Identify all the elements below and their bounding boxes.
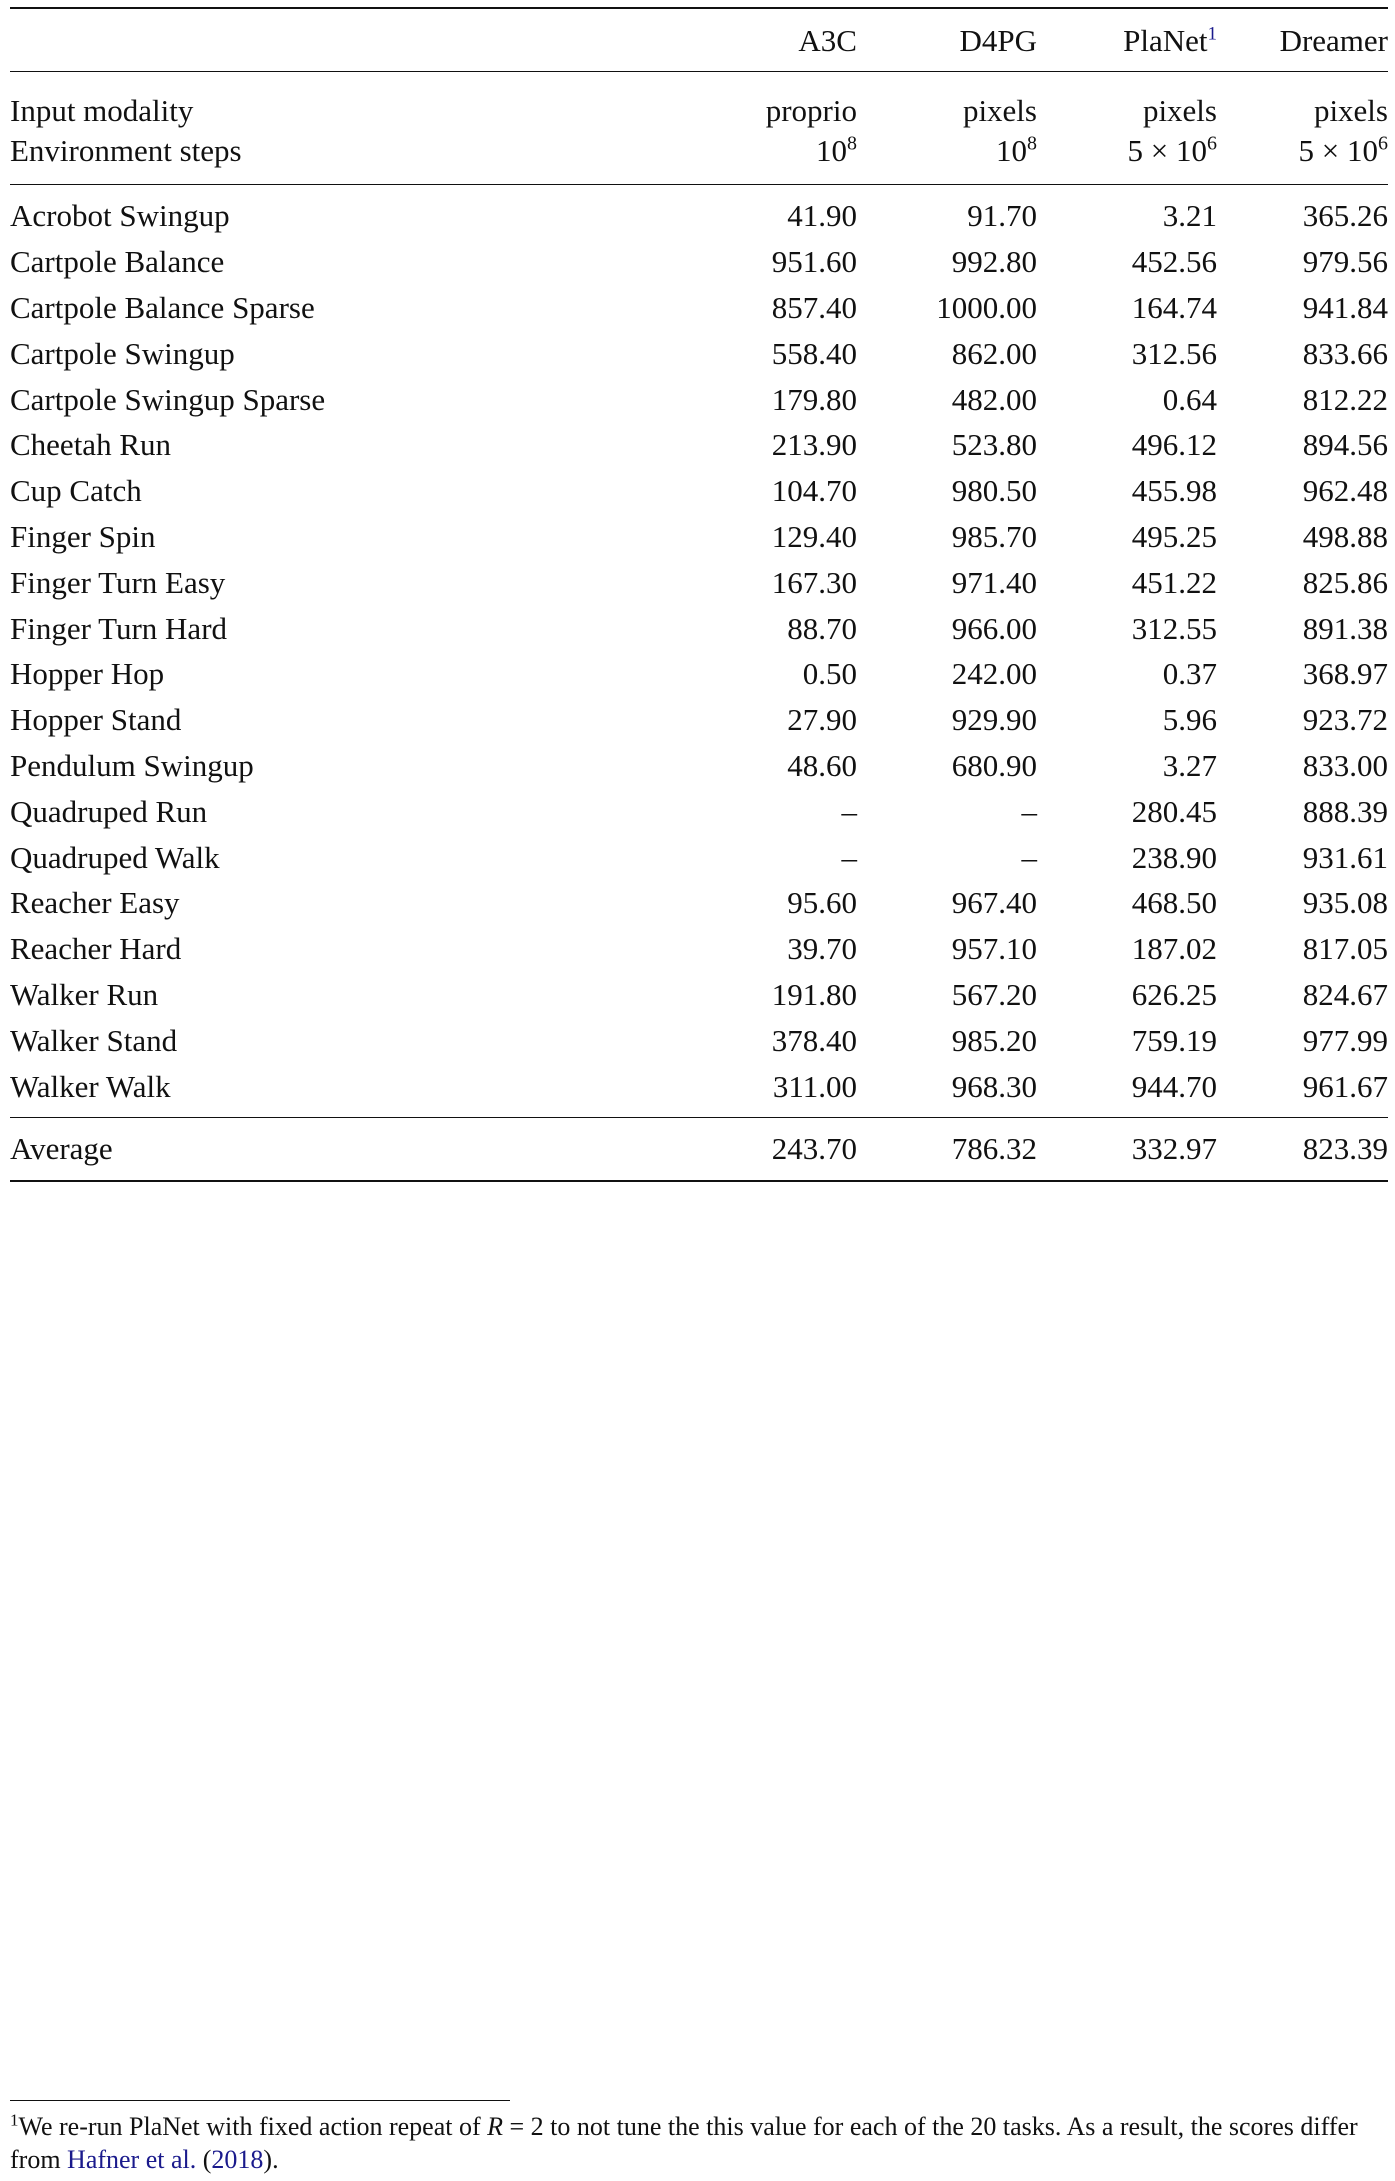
table-row bbox=[10, 1063, 1388, 1109]
header-empty-cell bbox=[10, 9, 510, 72]
table-row bbox=[10, 605, 1388, 651]
table-row bbox=[10, 422, 1388, 468]
meta-value bbox=[510, 126, 857, 174]
task-name: Quadruped Run bbox=[10, 793, 208, 829]
table-row bbox=[10, 788, 1388, 834]
average-label: Average bbox=[10, 1131, 113, 1167]
score-a3c: 213.90 bbox=[771, 427, 857, 463]
planet-footnote-mark[interactable]: 1 bbox=[1207, 23, 1217, 45]
score-dreamer: 941.84 bbox=[1302, 289, 1388, 325]
score-dreamer: 812.22 bbox=[1302, 381, 1388, 417]
meta-value: pixels bbox=[1313, 93, 1388, 128]
score-d4pg: 966.00 bbox=[951, 610, 1037, 646]
score-a3c: 41.90 bbox=[787, 198, 857, 234]
task-name: Cartpole Swingup bbox=[10, 335, 235, 371]
table-row bbox=[10, 193, 1388, 239]
table-row bbox=[10, 1017, 1388, 1063]
score-planet: 495.25 bbox=[1131, 518, 1217, 554]
score-d4pg: 985.70 bbox=[951, 518, 1037, 554]
table-row bbox=[10, 376, 1388, 422]
score-dreamer: 891.38 bbox=[1302, 610, 1388, 646]
score-planet: 3.27 bbox=[1162, 747, 1217, 783]
score-dreamer: 368.97 bbox=[1302, 656, 1388, 692]
score-d4pg: 929.90 bbox=[951, 702, 1037, 738]
score-dreamer: 833.66 bbox=[1302, 335, 1388, 371]
score-a3c: 558.40 bbox=[771, 335, 857, 371]
table-row bbox=[10, 239, 1388, 285]
footnote-math-rest: = 2 bbox=[503, 2112, 544, 2141]
steps-exponent: 6 bbox=[1378, 132, 1388, 155]
score-a3c: 27.90 bbox=[787, 702, 857, 738]
column-header-planet bbox=[1037, 9, 1217, 72]
score-a3c: 378.40 bbox=[771, 1022, 857, 1058]
score-d4pg: – bbox=[1021, 793, 1037, 829]
score-dreamer: 833.00 bbox=[1302, 747, 1388, 783]
score-d4pg: 482.00 bbox=[951, 381, 1037, 417]
task-name: Quadruped Walk bbox=[10, 839, 220, 875]
footnote-text-before: We re-run PlaNet with fixed action repeat of bbox=[18, 2112, 488, 2141]
table-row bbox=[10, 651, 1388, 697]
score-d4pg: 985.20 bbox=[951, 1022, 1037, 1058]
task-name: Walker Stand bbox=[10, 1022, 178, 1058]
steps-exponent: 8 bbox=[847, 132, 857, 155]
bottom-rule bbox=[10, 1181, 1388, 1182]
score-a3c: 129.40 bbox=[771, 518, 857, 554]
score-a3c: 0.50 bbox=[802, 656, 857, 692]
score-dreamer: 817.05 bbox=[1302, 931, 1388, 967]
score-planet: 626.25 bbox=[1131, 976, 1217, 1012]
average-row bbox=[10, 1118, 1388, 1181]
citation-year-link[interactable]: 2018 bbox=[211, 2145, 264, 2174]
score-a3c: 39.70 bbox=[787, 931, 857, 967]
column-header-d4pg: D4PG bbox=[959, 22, 1037, 58]
task-name: Reacher Hard bbox=[10, 931, 182, 967]
score-d4pg: – bbox=[1021, 839, 1037, 875]
score-planet: 280.45 bbox=[1131, 793, 1217, 829]
score-d4pg: 567.20 bbox=[951, 976, 1037, 1012]
table-row bbox=[10, 559, 1388, 605]
task-name: Walker Run bbox=[10, 976, 159, 1012]
score-planet: 468.50 bbox=[1131, 885, 1217, 921]
task-name: Walker Walk bbox=[10, 1068, 171, 1104]
task-name: Finger Turn Hard bbox=[10, 610, 228, 646]
score-d4pg: 1000.00 bbox=[936, 289, 1037, 325]
task-name: Cheetah Run bbox=[10, 427, 171, 463]
table-row bbox=[10, 743, 1388, 789]
task-name: Cup Catch bbox=[10, 473, 142, 509]
score-dreamer: 977.99 bbox=[1302, 1022, 1388, 1058]
results-table bbox=[10, 7, 1388, 1182]
meta-value bbox=[1037, 126, 1217, 174]
score-d4pg: 968.30 bbox=[951, 1068, 1037, 1104]
score-d4pg: 523.80 bbox=[951, 427, 1037, 463]
score-planet: 0.37 bbox=[1162, 656, 1217, 692]
task-name: Finger Spin bbox=[10, 518, 156, 554]
score-a3c: 857.40 bbox=[771, 289, 857, 325]
footnote-mark: 1 bbox=[10, 2110, 19, 2130]
score-d4pg: 971.40 bbox=[951, 564, 1037, 600]
input-modality-row bbox=[10, 72, 1388, 126]
score-planet: 0.64 bbox=[1162, 381, 1217, 417]
steps-exponent: 6 bbox=[1207, 132, 1217, 155]
score-dreamer: 894.56 bbox=[1302, 427, 1388, 463]
score-d4pg: 862.00 bbox=[951, 335, 1037, 371]
table-row bbox=[10, 330, 1388, 376]
score-planet: 452.56 bbox=[1131, 244, 1217, 280]
score-planet: 5.96 bbox=[1162, 702, 1217, 738]
score-planet: 164.74 bbox=[1131, 289, 1217, 325]
score-planet: 238.90 bbox=[1131, 839, 1217, 875]
score-dreamer: 888.39 bbox=[1302, 793, 1388, 829]
steps-base: 5 × 10 bbox=[1127, 132, 1207, 168]
citation-open: ( bbox=[196, 2145, 212, 2174]
score-dreamer: 931.61 bbox=[1302, 839, 1388, 875]
task-name: Reacher Easy bbox=[10, 885, 180, 921]
score-dreamer: 498.88 bbox=[1302, 518, 1388, 554]
score-planet: 496.12 bbox=[1131, 427, 1217, 463]
footnote-math-variable: R bbox=[487, 2112, 503, 2141]
score-a3c: 951.60 bbox=[771, 244, 857, 280]
score-planet: 451.22 bbox=[1131, 564, 1217, 600]
score-d4pg: 980.50 bbox=[951, 473, 1037, 509]
citation-author-link[interactable]: Hafner et al. bbox=[67, 2145, 197, 2174]
task-name: Hopper Hop bbox=[10, 656, 165, 692]
column-header-row bbox=[10, 9, 1388, 72]
score-a3c: – bbox=[841, 839, 857, 875]
meta-label: Environment steps bbox=[10, 132, 242, 168]
table-row bbox=[10, 514, 1388, 560]
environment-steps-row bbox=[10, 126, 1388, 174]
column-header-dreamer: Dreamer bbox=[1279, 22, 1388, 58]
score-dreamer: 923.72 bbox=[1302, 702, 1388, 738]
table-row bbox=[10, 926, 1388, 972]
score-planet: 3.21 bbox=[1162, 198, 1217, 234]
task-name: Finger Turn Easy bbox=[10, 564, 226, 600]
average-value-dreamer: 823.39 bbox=[1302, 1131, 1388, 1167]
score-planet: 312.56 bbox=[1131, 335, 1217, 371]
meta-value: pixels bbox=[962, 93, 1037, 128]
table-row bbox=[10, 880, 1388, 926]
score-planet: 312.55 bbox=[1131, 610, 1217, 646]
average-value-d4pg: 786.32 bbox=[951, 1131, 1037, 1167]
footnote bbox=[10, 2110, 1388, 2176]
score-d4pg: 680.90 bbox=[951, 747, 1037, 783]
meta-value: proprio bbox=[765, 93, 857, 128]
score-a3c: 191.80 bbox=[771, 976, 857, 1012]
table-row bbox=[10, 468, 1388, 514]
score-dreamer: 935.08 bbox=[1302, 885, 1388, 921]
score-dreamer: 825.86 bbox=[1302, 564, 1388, 600]
footnote-rule bbox=[10, 2100, 510, 2101]
steps-exponent: 8 bbox=[1027, 132, 1037, 155]
column-header-planet-label: PlaNet bbox=[1123, 22, 1208, 58]
score-dreamer: 979.56 bbox=[1302, 244, 1388, 280]
score-a3c: 88.70 bbox=[787, 610, 857, 646]
score-dreamer: 961.67 bbox=[1302, 1068, 1388, 1104]
task-name: Cartpole Balance Sparse bbox=[10, 289, 315, 325]
table-row bbox=[10, 834, 1388, 880]
steps-base: 5 × 10 bbox=[1298, 132, 1378, 168]
score-a3c: 179.80 bbox=[771, 381, 857, 417]
column-header-a3c: A3C bbox=[798, 22, 857, 58]
meta-value bbox=[857, 126, 1037, 174]
task-name: Cartpole Swingup Sparse bbox=[10, 381, 326, 417]
task-name: Pendulum Swingup bbox=[10, 747, 254, 783]
steps-base: 10 bbox=[996, 132, 1027, 168]
score-a3c: 48.60 bbox=[787, 747, 857, 783]
meta-value bbox=[1217, 126, 1388, 174]
score-a3c: 311.00 bbox=[772, 1068, 857, 1104]
score-d4pg: 91.70 bbox=[967, 198, 1037, 234]
score-a3c: – bbox=[841, 793, 857, 829]
score-planet: 455.98 bbox=[1131, 473, 1217, 509]
score-planet: 759.19 bbox=[1131, 1022, 1217, 1058]
score-dreamer: 824.67 bbox=[1302, 976, 1388, 1012]
average-value-a3c: 243.70 bbox=[771, 1131, 857, 1167]
table-row bbox=[10, 697, 1388, 743]
score-dreamer: 962.48 bbox=[1302, 473, 1388, 509]
task-name: Acrobot Swingup bbox=[10, 198, 230, 234]
score-d4pg: 967.40 bbox=[951, 885, 1037, 921]
meta-value: pixels bbox=[1142, 93, 1217, 128]
table-row bbox=[10, 972, 1388, 1018]
citation-close: ). bbox=[263, 2145, 279, 2174]
average-value-planet: 332.97 bbox=[1131, 1131, 1217, 1167]
table-row bbox=[10, 285, 1388, 331]
score-a3c: 167.30 bbox=[771, 564, 857, 600]
score-planet: 187.02 bbox=[1131, 931, 1217, 967]
task-name: Cartpole Balance bbox=[10, 244, 225, 280]
meta-label: Input modality bbox=[10, 93, 194, 128]
footnote-text-after: to not tune the this value for each of the 20 tasks. As a result, the scores differ from bbox=[10, 2112, 1358, 2174]
score-d4pg: 957.10 bbox=[951, 931, 1037, 967]
score-a3c: 104.70 bbox=[771, 473, 857, 509]
task-name: Hopper Stand bbox=[10, 702, 182, 738]
score-d4pg: 242.00 bbox=[951, 656, 1037, 692]
score-a3c: 95.60 bbox=[787, 885, 857, 921]
score-dreamer: 365.26 bbox=[1302, 198, 1388, 234]
score-planet: 944.70 bbox=[1131, 1068, 1217, 1104]
steps-base: 10 bbox=[816, 132, 847, 168]
score-d4pg: 992.80 bbox=[951, 244, 1037, 280]
